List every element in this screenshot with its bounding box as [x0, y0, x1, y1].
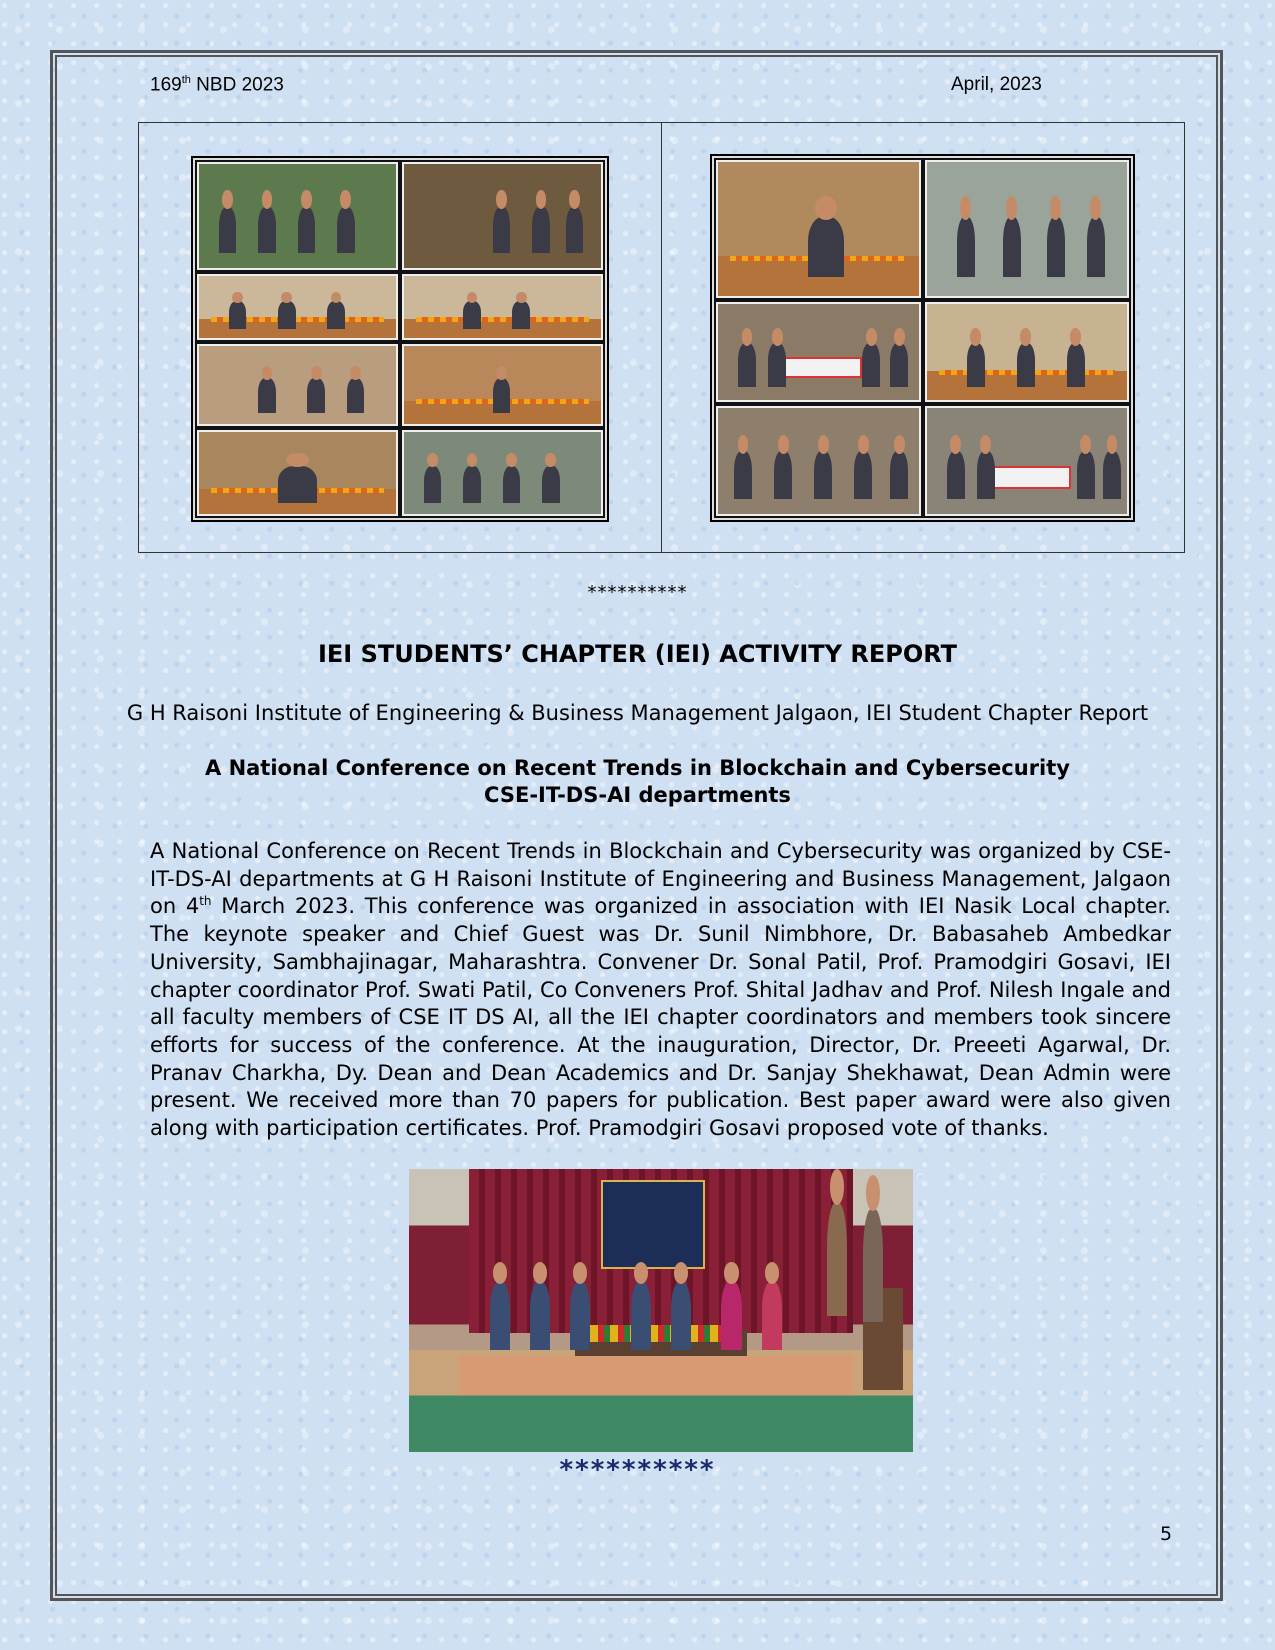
collage-photo: [197, 430, 398, 516]
photo-table: [138, 122, 1185, 553]
photo-collage-right: [710, 154, 1135, 522]
collage-photo: [925, 302, 1130, 402]
conference-title-line1: A National Conference on Recent Trends in Blockchain and Cybersecurity: [205, 756, 1070, 780]
issue-label: 169th NBD 2023: [150, 74, 284, 96]
separator-stars: **********: [587, 582, 688, 603]
separator-stars-bottom: **********: [559, 1455, 716, 1485]
collage-photo: [402, 430, 603, 516]
photo-collage-left: [191, 156, 609, 522]
collage-photo: [197, 274, 398, 340]
report-paragraph: A National Conference on Recent Trends in Blockchain and Cybersecurity was organized by CSE-IT-DS-AI departments at G H Raisoni Institute of Engineering and Business Management, Jalgaon on 4th March 2023. This conference was organized in association with IEI Nasik Local chapter. The keynote speaker and Chief Guest was Dr. Sunil Nimbhore, Dr. Babasaheb Ambedkar University, Sambhajinagar, Maharashtra. Convener Dr. Sonal Patil, Prof. Pramodgiri Gosavi, IEI chapter coordinator Prof. Swati Patil, Co Conveners Prof. Shital Jadhav and Prof. Nilesh Ingale and all faculty members of CSE IT DS AI, all the IEI chapter coordinators and members took sincere efforts for success of the conference. At the inauguration, Director, Dr. Preeeti Agarwal, Dr. Pranav Charkha, Dy. Dean and Dean Academics and Dr. Sanjay Shekhawat, Dean Admin were present. We received more than 70 papers for publication. Best paper award were also given along with participation certificates. Prof. Pramodgiri Gosavi proposed vote of thanks.: [150, 839, 1171, 1141]
collage-photo: [197, 344, 398, 426]
conference-title-line2: CSE-IT-DS-AI departments: [484, 783, 791, 807]
photo-cell-left: [139, 123, 661, 552]
collage-photo: [402, 162, 603, 270]
section-title: IEI STUDENTS’ CHAPTER (IEI) ACTIVITY REPORT: [317, 640, 958, 668]
collage-photo: [716, 160, 921, 298]
collage-photo: [197, 162, 398, 270]
collage-photo: [402, 344, 603, 426]
page-number: 5: [1160, 1523, 1173, 1545]
photo-cell-right: [661, 123, 1184, 552]
collage-photo: [716, 302, 921, 402]
collage-photo: [925, 160, 1130, 298]
conference-photo: [409, 1169, 913, 1452]
institute-line: G H Raisoni Institute of Engineering & Business Management Jalgaon, IEI Student Chapter Report: [126, 701, 1149, 725]
collage-photo: [716, 406, 921, 516]
issue-date: April, 2023: [951, 74, 1042, 95]
collage-photo: [925, 406, 1130, 516]
conference-title: [0, 755, 1275, 809]
collage-photo: [402, 274, 603, 340]
